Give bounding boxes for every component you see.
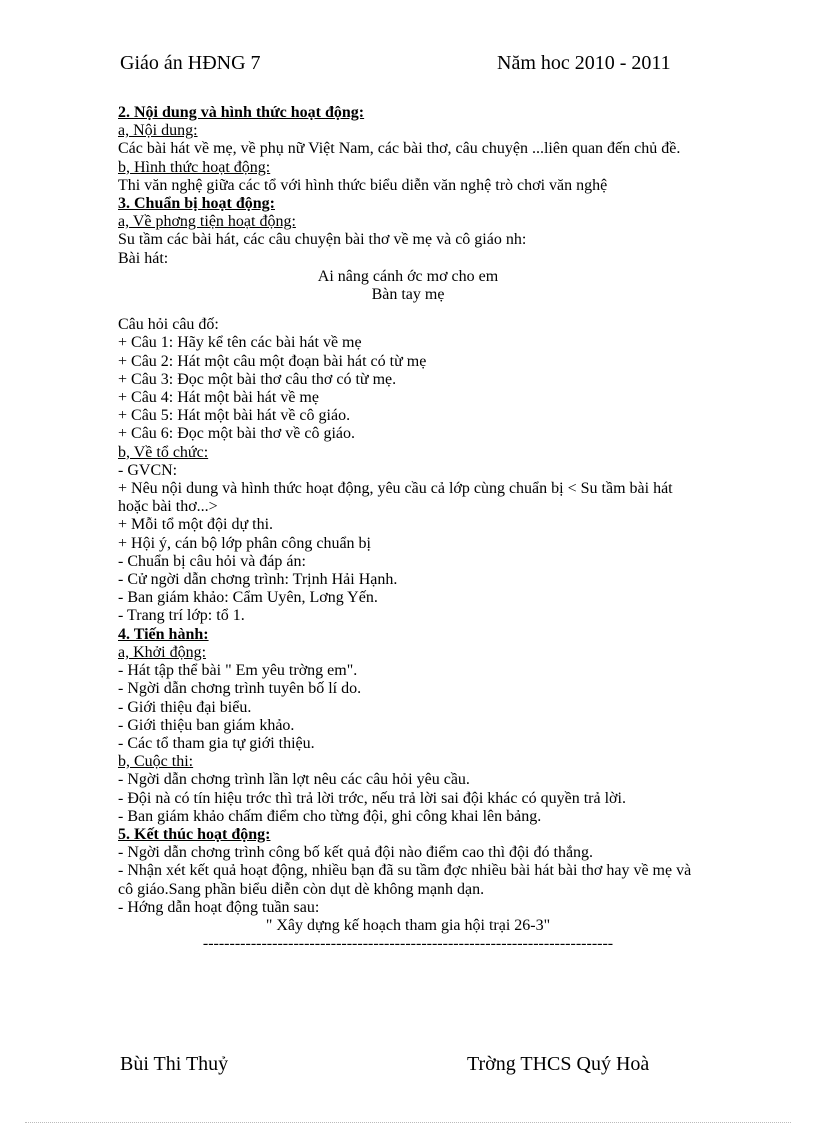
spacer: [118, 304, 698, 316]
header-right: Năm hoc 2010 - 2011: [497, 52, 671, 74]
dashed-rule: -----------------------------------------------------------------------------: [202, 935, 614, 953]
text-line: + Câu 5: Hát một bài hát về cô giáo.: [118, 407, 351, 425]
text-line: Su tầm các bài hát, các câu chuyện bài thơ về mẹ và cô giáo nh:: [118, 231, 527, 249]
text-line: - Hớng dẫn hoạt động tuần sau:: [118, 898, 320, 916]
section-heading: 2. Nội dung và hình thức hoạt động:: [118, 104, 365, 121]
paragraph: - Đội nà có tín hiệu trớc thì trả lời trớc, nếu trả lời sai đội khác có quyền trả lời.: [118, 789, 626, 807]
footer-school: Trờng THCS Quý Hoà: [467, 1053, 650, 1075]
text-line: - Ngời dẫn chơng trình lần lợt nêu các câu hỏi yêu cầu.: [118, 771, 470, 789]
text-line: + Câu 6: Đọc một bài thơ về cô giáo.: [118, 425, 355, 443]
text-line: Câu hỏi câu đố:: [118, 316, 219, 334]
text-line: - Trang trí lớp: tổ 1.: [118, 607, 245, 625]
document-body: [118, 104, 698, 953]
text-line: - Ban giám khảo chấm điểm cho từng đội, ghi công khai lên bảng.: [118, 807, 542, 825]
text-line: - Giới thiệu đại biểu.: [118, 698, 252, 716]
text-line: - Chuẩn bị câu hỏi và đáp án:: [118, 552, 306, 570]
text-line: + Mỗi tổ một đội dự thi.: [118, 516, 274, 534]
footer-author: Bùi Thi Thuỷ: [120, 1053, 229, 1075]
centered-line: Bàn tay mẹ: [371, 286, 445, 304]
text-line: - GVCN:: [118, 461, 178, 479]
text-line: + Câu 4: Hát một bài hát về mẹ: [118, 389, 319, 407]
subsection-heading: b, Về tổ chức:: [118, 443, 209, 461]
text-line: - Ngời dẫn chơng trình công bố kết quả đội nào điểm cao thì đội đó thắng.: [118, 844, 594, 862]
subsection-heading: a, Khởi động:: [118, 643, 207, 661]
text-line: - Ngời dẫn chơng trình tuyên bố lí do.: [118, 680, 362, 698]
text-line: + Câu 2: Hát một câu một đoạn bài hát có từ mẹ: [118, 352, 427, 370]
text-line: - Hát tập thể bài " Em yêu trờng em".: [118, 662, 358, 680]
section-heading: 4. Tiến hành:: [118, 625, 209, 643]
paragraph: + Nêu nội dung và hình thức hoạt động, yêu cầu cả lớp cùng chuẩn bị < Su tầm bài hát hoặc bài thơ...>: [118, 480, 673, 516]
text-line: - Giới thiệu ban giám khảo.: [118, 716, 295, 734]
text-line: + Hội ý, cán bộ lớp phân công chuẩn bị: [118, 534, 371, 552]
subsection-heading: b, Hình thức hoạt động:: [118, 158, 271, 176]
subsection-heading: b, Cuộc thi:: [118, 753, 194, 771]
text-line: - Các tổ tham gia tự giới thiệu.: [118, 734, 315, 752]
text-line: + Câu 1: Hãy kể tên các bài hát về mẹ: [118, 334, 362, 352]
section-heading: 3. Chuẩn bị hoạt động:: [118, 195, 275, 213]
paragraph: Các bài hát về mẹ, về phụ nữ Việt Nam, các bài thơ, câu chuyện ...liên quan đến chủ đề.: [118, 140, 681, 158]
text-line: Thi văn nghệ giữa các tổ với hình thức biểu diễn văn nghệ trò chơi văn nghệ: [118, 176, 608, 194]
text-line: + Câu 3: Đọc một bài thơ câu thơ có từ mẹ.: [118, 370, 397, 388]
text-line: - Ban giám khảo: Cẩm Uyên, Lơng Yến.: [118, 589, 378, 607]
subsection-heading: a, Về phơng tiện hoạt động:: [118, 213, 296, 231]
centered-line: Ai nâng cánh ớc mơ cho em: [317, 267, 499, 285]
subsection-heading: a, Nội dung:: [118, 122, 198, 140]
header-left: Giáo án HĐNG 7: [120, 52, 261, 74]
centered-line: " Xây dựng kế hoạch tham gia hội trại 26-3": [265, 916, 551, 934]
text-line: Bài hát:: [118, 249, 169, 267]
paragraph: - Nhận xét kết quả hoạt động, nhiều bạn đã su tầm đợc nhiều bài hát bài thơ hay về mẹ và cô giáo.Sang phần biểu diễn còn dụt dè không mạnh dạn.: [118, 862, 692, 898]
section-heading: 5. Kết thúc hoạt động:: [118, 825, 271, 843]
text-line: - Cử ngời dẫn chơng trình: Trịnh Hải Hạnh.: [118, 571, 398, 589]
